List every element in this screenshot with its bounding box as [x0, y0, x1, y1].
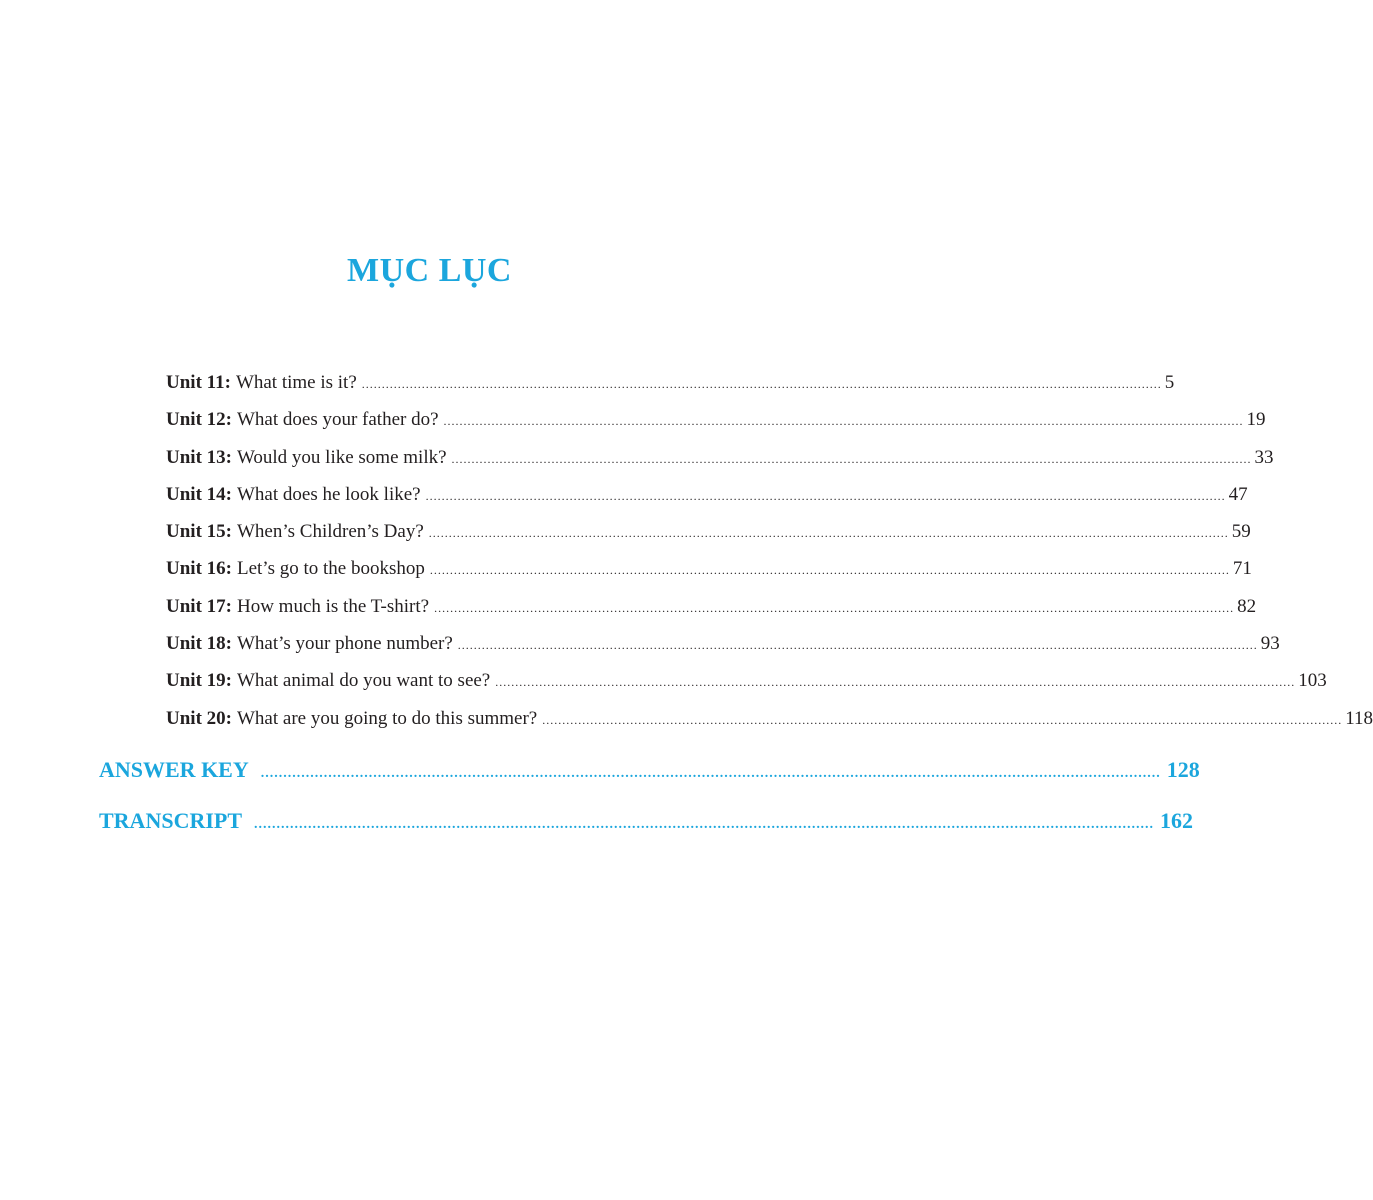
unit-title: What does he look like?: [236, 483, 421, 505]
page-number: 162: [1160, 808, 1194, 833]
page-number: 103: [1298, 670, 1327, 692]
toc-entry-transcript[interactable]: [99, 808, 1194, 859]
unit-title: What are you going to do this summer?: [236, 707, 538, 729]
dot-leader: ........................................................................................................................................................................................................: [429, 563, 1230, 578]
toc-entry-unit-14[interactable]: [166, 483, 1248, 521]
dot-leader: ........................................................................................................................................................................................................: [542, 712, 1343, 727]
unit-label: Unit 20:: [166, 707, 232, 729]
toc-entry-unit-12[interactable]: [166, 409, 1266, 446]
unit-label: Unit 11:: [166, 372, 231, 393]
dot-leader: ........................................................................................................................................................................................................: [425, 488, 1226, 503]
toc-entry-unit-19[interactable]: [166, 670, 1327, 707]
unit-label: Unit 13:: [166, 446, 232, 468]
unit-title: Let’s go to the bookshop: [236, 558, 425, 580]
toc-entry-answer-key[interactable]: [99, 757, 1200, 808]
unit-label: Unit 19:: [166, 670, 232, 692]
unit-title: When’s Children’s Day?: [236, 521, 424, 543]
page-number: 5: [1164, 372, 1175, 393]
dot-leader: ........................................................................................................................................................................................................: [428, 526, 1229, 541]
section-title: TRANSCRIPT: [99, 808, 243, 833]
unit-label: Unit 15:: [166, 521, 232, 543]
unit-label: Unit 16:: [166, 558, 232, 580]
page-number: 93: [1260, 633, 1280, 655]
toc-entry-unit-11[interactable]: [166, 372, 1175, 409]
dot-leader: ........................................................................................................................................................................................................: [260, 766, 1161, 781]
toc-entry-unit-17[interactable]: [166, 595, 1257, 633]
page-number: 118: [1345, 707, 1373, 729]
dot-leader: ........................................................................................................................................................................................................: [361, 377, 1162, 391]
page-number: 82: [1237, 595, 1257, 617]
unit-label: Unit 17:: [166, 595, 232, 617]
page-number: 59: [1231, 521, 1251, 543]
section-list: [99, 757, 1200, 859]
unit-title: What animal do you want to see?: [236, 670, 491, 692]
toc-entry-unit-15[interactable]: [166, 521, 1251, 558]
dot-leader: ........................................................................................................................................................................................................: [495, 675, 1296, 690]
toc-entry-unit-18[interactable]: [166, 633, 1280, 670]
unit-title: How much is the T-shirt?: [236, 595, 430, 617]
toc-entry-unit-16[interactable]: [166, 558, 1252, 595]
unit-title: What’s your phone number?: [236, 633, 453, 655]
dot-leader: ........................................................................................................................................................................................................: [254, 817, 1155, 832]
page-number: 19: [1246, 409, 1266, 431]
toc-entry-unit-13[interactable]: [166, 446, 1274, 484]
page-number: 47: [1228, 483, 1248, 505]
unit-label: Unit 18:: [166, 633, 232, 655]
page-number: 71: [1232, 558, 1252, 580]
unit-label: Unit 12:: [166, 409, 232, 431]
unit-title: What time is it?: [235, 372, 357, 393]
toc-entry-unit-20[interactable]: [166, 707, 1373, 745]
dot-leader: ........................................................................................................................................................................................................: [457, 638, 1258, 653]
dot-leader: ........................................................................................................................................................................................................: [443, 414, 1244, 429]
section-title: ANSWER KEY: [99, 757, 249, 782]
dot-leader: ........................................................................................................................................................................................................: [451, 451, 1252, 466]
page-number: 33: [1254, 446, 1274, 468]
page-title: MỤC LỤC: [347, 252, 512, 289]
unit-title: What does your father do?: [236, 409, 439, 431]
unit-list: [166, 372, 1373, 745]
unit-title: Would you like some milk?: [236, 446, 447, 468]
unit-label: Unit 14:: [166, 483, 232, 505]
dot-leader: ........................................................................................................................................................................................................: [434, 600, 1235, 615]
page-number: 128: [1166, 757, 1200, 782]
